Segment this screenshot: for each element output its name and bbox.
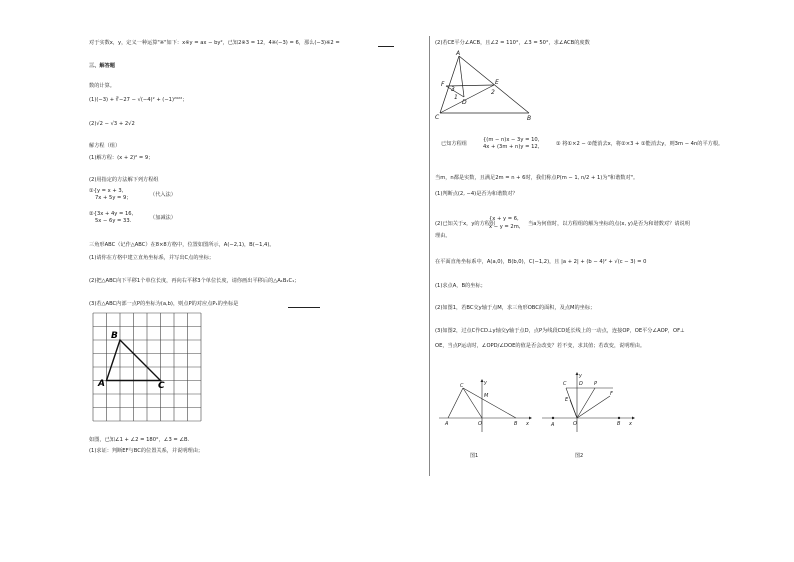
fig2-label-a: A xyxy=(551,422,555,428)
fig1-caption: 图1 xyxy=(470,453,479,459)
grid-label-a: A xyxy=(98,379,105,389)
figure-2 xyxy=(539,360,635,460)
equation-line: x − y = 2m, xyxy=(489,224,521,230)
method-note: （加减法） xyxy=(150,215,176,221)
question-text: 三角形ABC（记作△ABC）在8×8方格中，位置如图所示，A(−2,1)，B(−1,4)。 xyxy=(89,242,275,248)
fig1-label-x: x xyxy=(526,421,529,427)
question-text: (2)已知关于x，y的方程组 xyxy=(435,221,496,227)
question-text: (1)请你在方格中建立直角坐标系，并写出C点的坐标； xyxy=(89,255,215,261)
question-text: (3)若△ABC内部一点P的坐标为(a,b)，则点P的对应点P₁的坐标是 xyxy=(89,301,239,307)
fig1-label-m: M xyxy=(484,393,489,399)
fig2-caption: 图2 xyxy=(575,453,584,459)
fig2-label-x: x xyxy=(629,421,632,427)
tri-label-3: 3 xyxy=(451,86,455,93)
question-text: (2)√2 − √3 + 2√2 xyxy=(89,121,135,127)
question-text: 对于实数x，y，定义一种运算"※"如下：x※y = ax − by²，已知2※3 = 12，4※(−3) = 6，那么(−3)※2 = xyxy=(89,40,340,46)
fig2-label-e: E xyxy=(565,397,569,403)
fig2-label-o: O xyxy=(573,421,577,427)
question-text: 已知方程组 xyxy=(441,141,467,147)
section-heading: 三、解答题 xyxy=(89,63,115,69)
equation-line: 4x + (3m + n)y = 12, xyxy=(483,144,540,150)
tri-label-f: F xyxy=(441,81,445,88)
fig1-label-b: B xyxy=(514,421,518,427)
tri-label-2: 2 xyxy=(491,89,495,96)
question-text: 在平面直角坐标系中，A(a,0)，B(b,0)，C(−1,2)，且 |a + 2| + (b − 4)² + √(c − 3) = 0 xyxy=(435,259,647,265)
fig2-label-y: y xyxy=(579,373,582,379)
equation-line: ①{y = x + 3, xyxy=(89,188,124,194)
grid-figure xyxy=(92,312,202,422)
question-text: (1)解方程：(x + 2)² = 9； xyxy=(89,155,154,161)
question-text: (2)如图1，若BC交y轴于点M，求三角形OBC的面积，及点M的坐标； xyxy=(435,305,596,311)
question-text: 如图，已知∠1 + ∠2 = 180°，∠3 = ∠B. xyxy=(89,437,190,443)
fig1-label-y: y xyxy=(484,380,487,386)
question-text: (2)把△ABC向下平移1个单位长度，再向右平移3个单位长度，请你画出平移后的△A₁B₁C₁； xyxy=(89,278,300,284)
fig1-label-o: O xyxy=(478,421,482,427)
question-text: (1)(−3) + ∛−27 − √(−4)² + (−1)²⁰²²； xyxy=(89,97,188,103)
fig1-label-c: C xyxy=(460,383,464,389)
question-text: (3)如图2，过点C作CD⊥y轴交y轴于点D，点P为线段CD延长线上的一动点，连接OP，OE平分∠AOP，OF⊥ xyxy=(435,328,685,334)
question-text: (2)用指定的方法解下列方程组 xyxy=(89,177,159,183)
tri-label-b: B xyxy=(527,115,532,121)
method-note: （代入法） xyxy=(150,192,176,198)
question-text: OE，当点P运动时，∠OPD/∠DOE的值是否会改变？若不变，求其值；若改变，说明理由。 xyxy=(435,343,646,349)
question-text: 理由。 xyxy=(435,233,451,239)
question-text: (1)求证：判断EF与BC的位置关系，并说明理由； xyxy=(89,448,204,454)
fig2-label-p: P xyxy=(594,381,598,387)
equation-line: 5x − 6y = 33. xyxy=(95,218,132,224)
answer-blank xyxy=(378,46,394,47)
fig2-label-d: D xyxy=(579,381,583,387)
equation-line: {(m − n)x − 3y = 10, xyxy=(483,137,540,143)
question-text: 当m，n都是实数，且满足2m = n + 6时，我们称点P(m − 1, n/2 + 1)为"和谐数对"。 xyxy=(435,175,639,181)
question-text: 数的计算。 xyxy=(89,83,115,89)
equation-line: 7x + 5y = 9； xyxy=(95,195,132,201)
fig2-label-f: F xyxy=(610,391,613,397)
question-text: (2)若CE平分∠ACB，且∠2 = 110°，∠3 = 50°，求∠ACB的度数 xyxy=(435,40,590,46)
fig2-label-b: B xyxy=(617,421,621,427)
tri-label-1: 1 xyxy=(454,94,458,101)
equation-line: {x + y = 6, xyxy=(489,216,519,222)
tri-label-c: C xyxy=(435,114,440,121)
tri-label-e: E xyxy=(495,79,499,86)
question-text: 解方程（组） xyxy=(89,143,121,149)
question-text: ① 将①×2 − ②能消去x，将②×3 + ①能消去y，则3m − 4n的平方根。 xyxy=(556,141,724,147)
triangle-figure xyxy=(432,49,532,121)
grid-label-c: C xyxy=(158,381,165,391)
tri-label-a: A xyxy=(456,50,461,57)
fig2-label-c: C xyxy=(563,381,567,387)
fig1-label-a: A xyxy=(445,421,449,427)
question-text: (1)判断点(2, −4)是否为和谐数对？ xyxy=(435,191,518,197)
grid-label-b: B xyxy=(111,331,118,341)
tri-label-d: D xyxy=(462,99,467,106)
equation-line: ②{3x + 4y = 16, xyxy=(89,211,134,217)
column-divider xyxy=(429,36,430,476)
answer-blank xyxy=(288,307,320,308)
figure-1 xyxy=(436,360,532,460)
question-text: 当a为何值时，以方程组的解为坐标的点(x, y)是否为和谐数对？请说明 xyxy=(528,221,690,227)
question-text: (1)求点A，B的坐标； xyxy=(435,283,486,289)
